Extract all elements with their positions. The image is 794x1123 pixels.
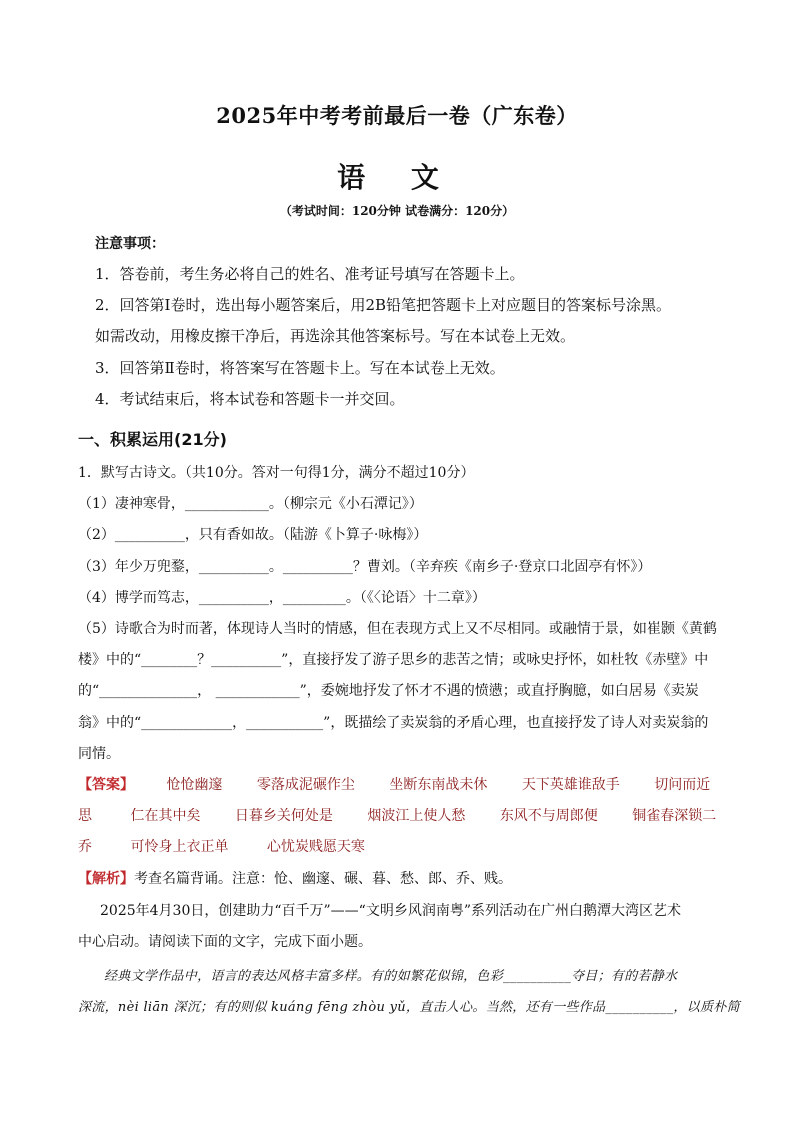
notice-item: 1．答卷前，考生务必将自己的姓名、准考证号填写在答题卡上。 bbox=[95, 265, 525, 283]
question-part: （3）年少万兜鍪，__________。__________？曹刘。（辛弃疾《南乡子·登京口北固亭有怀》） bbox=[78, 559, 652, 575]
question-part: 同情。 bbox=[78, 746, 120, 762]
section-title: 一、积累运用(21分) bbox=[78, 430, 227, 449]
answer-item: 日暮乡关何处是 bbox=[234, 808, 333, 824]
intro-line: 2025年4月30日，创建助力“百千万”——“文明乡风润南粤”系列活动在广州白鹅潭大湾区艺术 bbox=[100, 903, 681, 919]
question-part: 翁》中的“_____________，___________”，既描绘了卖炭翁的矛盾心理，也直接抒发了诗人对卖炭翁的 bbox=[78, 715, 709, 731]
intro-line: 中心启动。请阅读下面的文字，完成下面小题。 bbox=[78, 934, 372, 950]
answer-item: 切问而近 bbox=[654, 777, 711, 793]
answer-item: 乔 bbox=[78, 839, 92, 855]
question-part: 楼》中的“________？__________”，直接抒发了游子思乡的悲苦之情；或咏史抒怀，如杜牧《赤壁》中 bbox=[78, 652, 709, 668]
answer-item: 可怜身上衣正单 bbox=[130, 839, 229, 855]
explanation-text: 考查名篇背诵。注意：怆、幽邃、碾、暮、愁、郎、乔、贱。 bbox=[134, 871, 512, 887]
notice-item: 4．考试结束后，将本试卷和答题卡一并交回。 bbox=[95, 390, 405, 408]
answer-item: 思 bbox=[78, 808, 92, 824]
answer-item: 零落成泥碾作尘 bbox=[256, 777, 355, 793]
subject-title: 语 文 bbox=[337, 161, 457, 194]
answer-item: 坐断东南战未休 bbox=[389, 777, 488, 793]
answer-item: 铜雀春深锁二 bbox=[632, 808, 717, 824]
answer-item: 天下英雄谁敌手 bbox=[521, 777, 620, 793]
question-stem: 1．默写古诗文。（共10分。答对一句得1分，满分不超过10分） bbox=[78, 465, 475, 481]
notice-item: 3．回答第Ⅱ卷时，将答案写在答题卡上。写在本试卷上无效。 bbox=[95, 359, 505, 377]
notice-item: 2．回答第Ⅰ卷时，选出每小题答案后，用2B铅笔把答题卡上对应题目的答案标号涂黑。 bbox=[95, 296, 672, 314]
passage-line: 深流，nèi liān 深沉；有的则似 kuáng fēng zhòu yǔ，直击人心。当然，还有一些作品__________，以质朴简 bbox=[78, 1000, 740, 1015]
explanation bbox=[78, 868, 512, 888]
exam-info: （考试时间：120分钟 试卷满分：120分） bbox=[279, 204, 515, 218]
exam-title: 2025年中考考前最后一卷（广东卷） bbox=[216, 103, 578, 128]
notice-item: 如需改动，用橡皮擦干净后，再选涂其他答案标号。写在本试卷上无效。 bbox=[95, 327, 576, 345]
question-part: （1）凄神寒骨，____________。（柳宗元《小石潭记》） bbox=[78, 496, 423, 512]
question-part: （5）诗歌合为时而著，体现诗人当时的情感，但在表现方式上又不尽相同。或融情于景，如崔颢《黄鹤 bbox=[78, 621, 717, 637]
question-part: （2）__________，只有香如故。（陆游《卜算子·咏梅》） bbox=[78, 527, 428, 543]
answer-item: 东风不与周郎便 bbox=[499, 808, 598, 824]
explanation-label: 【解析】 bbox=[78, 871, 134, 887]
question-part: 的“______________， ____________”，委婉地抒发了怀才不遇的愤懑；或直抒胸臆，如白居易《卖炭 bbox=[78, 683, 699, 699]
answer-item: 烟波江上使人愁 bbox=[367, 808, 466, 824]
answer-item: 怆怆幽邃 bbox=[166, 777, 223, 793]
notice-title: 注意事项： bbox=[95, 236, 165, 252]
answer-item: 仁在其中矣 bbox=[130, 808, 201, 824]
answer-row bbox=[78, 836, 365, 856]
answer-item: 心忧炭贱愿天寒 bbox=[266, 839, 365, 855]
answer-row bbox=[78, 774, 710, 794]
passage-line: 经典文学作品中，语言的表达风格丰富多样。有的如繁花似锦，色彩__________夺目；有的若静水 bbox=[104, 969, 678, 984]
answer-label: 【答案】 bbox=[78, 777, 134, 793]
answer-row bbox=[78, 805, 716, 825]
question-part: （4）博学而笃志，__________，_________。（《〈论语〉十二章》） bbox=[78, 590, 486, 606]
